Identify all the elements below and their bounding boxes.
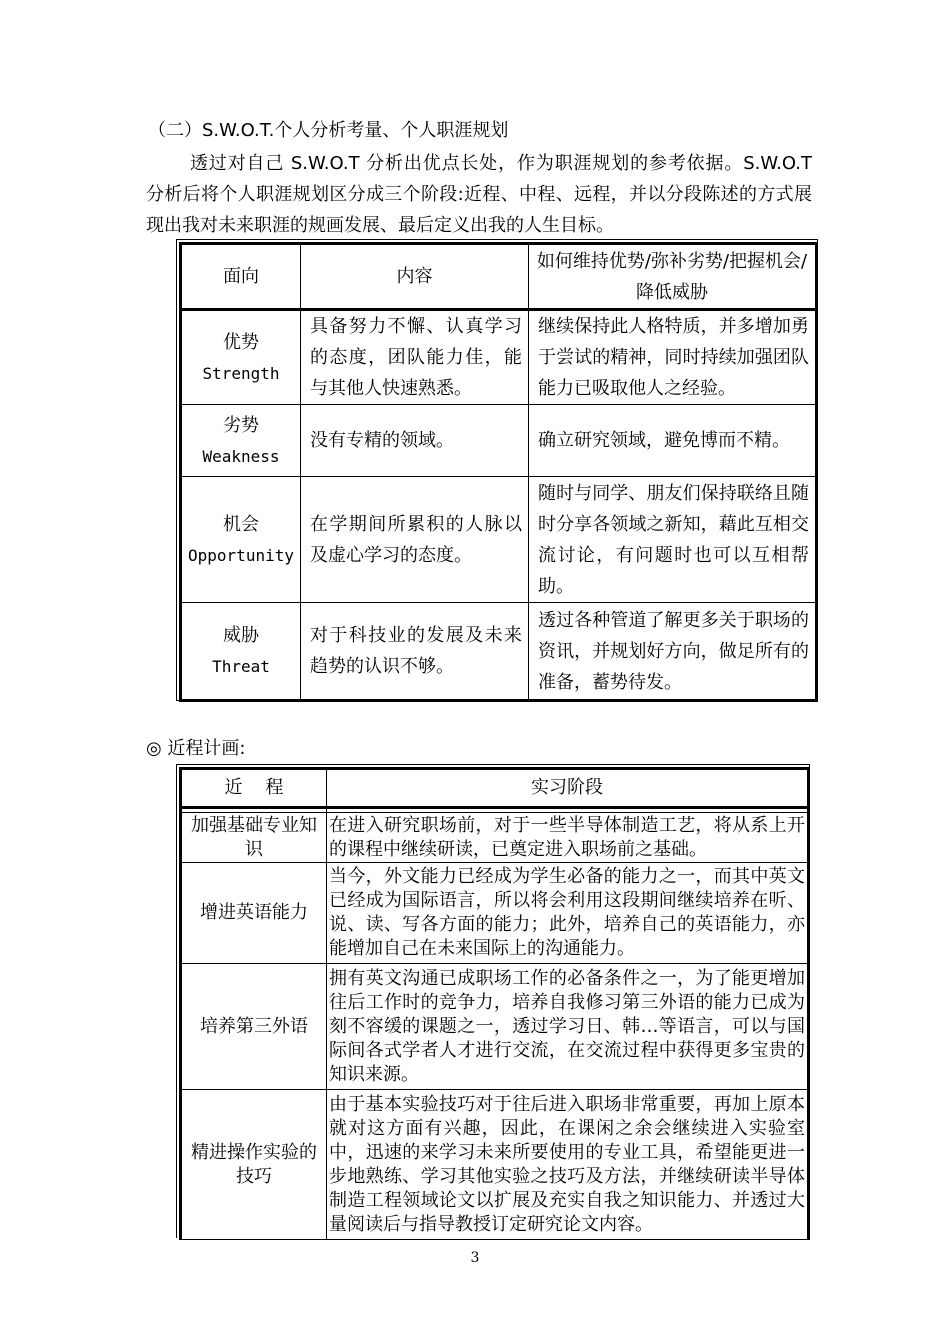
page-number: 3: [470, 1250, 480, 1266]
near-term-plan-table: [179, 767, 810, 1240]
plan-header-row: [181, 769, 809, 808]
swot-aspect-cell: [181, 310, 301, 405]
swot-aspect-zh: 机会: [223, 513, 259, 535]
plan-item-cell: 增进英语能力: [181, 863, 327, 964]
swot-aspect-cell: [181, 477, 301, 603]
swot-row-strength: [181, 310, 817, 405]
swot-header-row: [181, 244, 817, 310]
swot-aspect-cell: [181, 405, 301, 477]
section-heading: （二）S.W.O.T.个人分析考量、个人职涯规划: [148, 120, 509, 141]
swot-aspect-zh: 威胁: [223, 625, 259, 646]
plan-row: [181, 863, 809, 964]
plan-row: [181, 813, 809, 863]
plan-item-cell: 精进操作实验的技巧: [181, 1090, 327, 1240]
plan-header-term: 近 程: [181, 769, 327, 808]
swot-content-cell: 在学期间所累积的人脉以及虚心学习的态度。: [301, 477, 529, 603]
swot-aspect-cell: [181, 603, 301, 701]
swot-aspect-en: Weakness: [202, 446, 280, 466]
swot-content-cell: 没有专精的领域。: [301, 405, 529, 477]
plan-item-cell: 培养第三外语: [181, 964, 327, 1090]
swot-aspect-en: Strength: [202, 363, 280, 383]
swot-aspect-zh: 优势: [223, 331, 259, 353]
plan-detail-cell: 当今，外文能力已经成为学生必备的能力之一，而其中英文已经成为国际语言，所以将会利用这段期间继续培养在听、说、读、写各方面的能力；此外，培养自己的英语能力，亦能增加自己在未来国际上的沟通能力。: [327, 863, 809, 964]
swot-content-cell: 对于科技业的发展及未来趋势的认识不够。: [301, 603, 529, 701]
plan-header-stage: 实习阶段: [327, 769, 809, 808]
swot-aspect-zh: 劣势: [223, 414, 259, 436]
plan-item-cell: 加强基础专业知识: [181, 813, 327, 863]
plan-detail-cell: 拥有英文沟通已成职场工作的必备条件之一，为了能更增加往后工作时的竞争力，培养自我修习第三外语的能力已成为刻不容缓的课题之一，透过学习日、韩…等语言，可以与国际间各式学者人才进行交流，在交流过程中获得更多宝贵的知识来源。: [327, 964, 809, 1090]
swot-aspect-en: Opportunity: [188, 545, 294, 565]
swot-row-threat: [181, 603, 817, 701]
swot-header-action: 如何维持优势/弥补劣势/把握机会/降低威胁: [529, 244, 817, 310]
intro-paragraph: 透过对自己 S.W.O.T 分析出优点长处，作为职涯规划的参考依据。S.W.O.T 分析后将个人职涯规划区分成三个阶段:近程、中程、远程，并以分段陈述的方式展现出我对未来职涯的规画发展、最后定义出我的人生目标。: [146, 153, 812, 236]
swot-action-cell: 随时与同学、朋友们保持联络且随时分享各领域之新知，藉此互相交流讨论，有问题时也可以互相帮助。: [529, 477, 817, 603]
swot-aspect-en: Threat: [212, 657, 270, 676]
near-term-plan-title: ◎ 近程计画:: [146, 738, 246, 759]
swot-action-cell: 透过各种管道了解更多关于职场的资讯，并规划好方向，做足所有的准备，蓄势待发。: [529, 603, 817, 701]
swot-header-content: 内容: [301, 244, 529, 310]
plan-row: [181, 964, 809, 1090]
swot-action-cell: 继续保持此人格特质，并多增加勇于尝试的精神，同时持续加强团队能力已吸取他人之经验。: [529, 310, 817, 405]
swot-row-opportunity: [181, 477, 817, 603]
plan-detail-cell: 在进入研究职场前，对于一些半导体制造工艺，将从系上开的课程中继续研读，已奠定进入职场前之基础。: [327, 813, 809, 863]
swot-row-weakness: [181, 405, 817, 477]
plan-row: [181, 1090, 809, 1240]
swot-content-cell: 具备努力不懈、认真学习的态度，团队能力佳，能与其他人快速熟悉。: [301, 310, 529, 405]
swot-table: [179, 242, 818, 702]
swot-header-aspect: 面向: [181, 244, 301, 310]
plan-detail-cell: 由于基本实验技巧对于往后进入职场非常重要，再加上原本就对这方面有兴趣，因此，在课闲之余会继续进入实验室中，迅速的来学习未来所要使用的专业工具，希望能更进一步地熟练、学习其他实验之技巧及方法，并继续研读半导体制造工程领域论文以扩展及充实自我之知识能力、并透过大量阅读后与指导教授订定研究论文内容。: [327, 1090, 809, 1240]
swot-action-cell: 确立研究领域，避免博而不精。: [529, 405, 817, 477]
